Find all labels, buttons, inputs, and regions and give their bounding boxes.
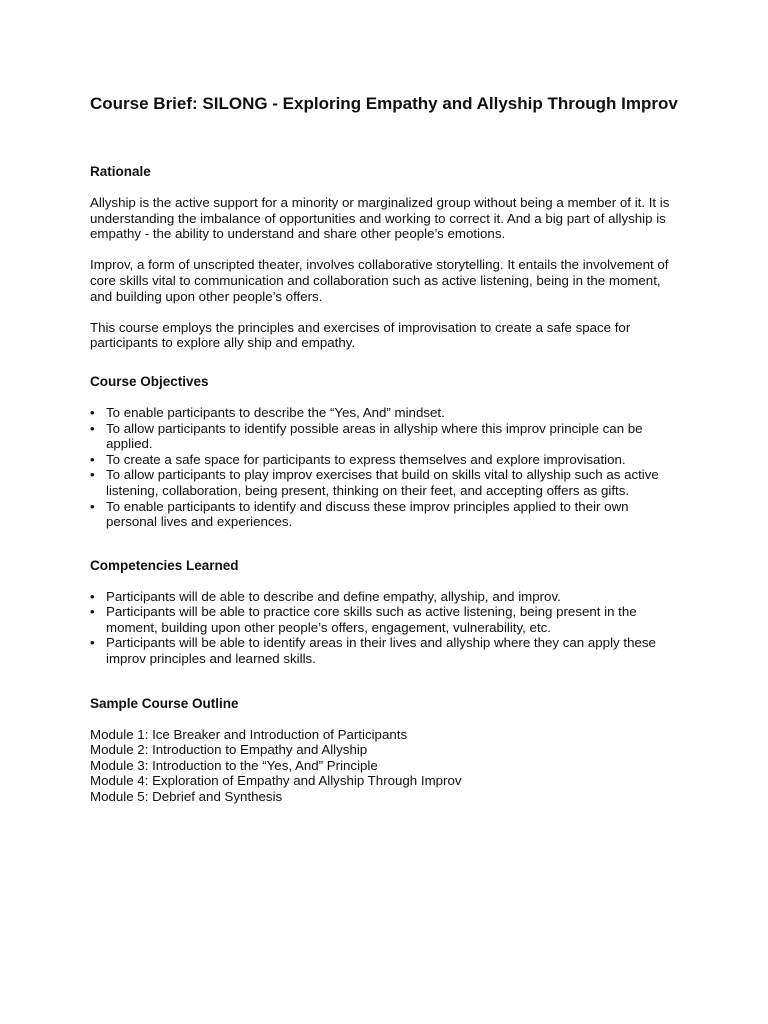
- list-item: [90, 499, 680, 530]
- bullet-icon: •: [90, 420, 95, 436]
- bullet-icon: •: [90, 467, 95, 483]
- list-item: [90, 604, 680, 635]
- module-item: Module 2: Introduction to Empathy and Allyship: [90, 742, 368, 758]
- list-item-text: To allow participants to identify possible areas in allyship where this improv principle can be applied.: [106, 420, 643, 452]
- document-page: [90, 92, 680, 827]
- list-item: [90, 452, 680, 468]
- outline-section: [90, 695, 680, 805]
- bullet-icon: •: [90, 451, 95, 467]
- list-item-text: Participants will be able to practice core skills such as active listening, being present in the moment, building upon other people’s offers, engagement, vulnerability, etc.: [106, 604, 637, 635]
- bullet-icon: •: [90, 604, 95, 620]
- module-item: Module 1: Ice Breaker and Introduction of Participants: [90, 726, 408, 742]
- objectives-section: [90, 373, 680, 530]
- module-item: Module 5: Debrief and Synthesis: [90, 789, 283, 805]
- rationale-paragraph: Allyship is the active support for a minority or marginalized group without being a member of it. It is understanding the imbalance of opportunities and working to correct it. And a big part of allyship is empathy - the ability to understand and share other people’s emotions.: [90, 195, 670, 242]
- list-item-text: Participants will de able to describe and define empathy, allyship, and improv.: [106, 588, 561, 604]
- list-item: [90, 405, 680, 421]
- rationale-paragraph: Improv, a form of unscripted theater, involves collaborative storytelling. It entails the involvement of core skills vital to communication and collaboration such as active listening, being in the moment, and building upon other people’s offers.: [90, 257, 669, 304]
- rationale-paragraph: This course employs the principles and exercises of improvisation to create a safe space for participants to explore ally ship and empathy.: [90, 319, 631, 351]
- bullet-icon: •: [90, 498, 95, 514]
- competencies-heading: Competencies Learned: [90, 557, 239, 573]
- bullet-icon: •: [90, 404, 95, 420]
- list-item: [90, 635, 680, 666]
- competencies-list: [90, 589, 680, 667]
- bullet-icon: •: [90, 635, 95, 651]
- objectives-list: [90, 405, 680, 530]
- document-title: Course Brief: SILONG - Exploring Empathy and Allyship Through Improv: [90, 94, 678, 113]
- objectives-heading: Course Objectives: [90, 373, 209, 389]
- module-item: Module 4: Exploration of Empathy and Allyship Through Improv: [90, 773, 462, 789]
- list-item-text: To create a safe space for participants to express themselves and explore improvisation.: [106, 451, 626, 467]
- list-item: [90, 467, 680, 498]
- rationale-section: [90, 163, 680, 351]
- module-item: Module 3: Introduction to the “Yes, And” Principle: [90, 757, 378, 773]
- list-item: [90, 421, 680, 452]
- bullet-icon: •: [90, 588, 95, 604]
- outline-heading: Sample Course Outline: [90, 695, 239, 711]
- list-item: [90, 589, 680, 605]
- list-item-text: To allow participants to play improv exercises that build on skills vital to allyship such as active listening, collaboration, being present, thinking on their feet, and accepting offers as gifts.: [106, 467, 659, 498]
- rationale-heading: Rationale: [90, 164, 151, 179]
- list-item-text: Participants will be able to identify areas in their lives and allyship where they can apply these improv principles and learned skills.: [106, 635, 656, 667]
- competencies-section: [90, 557, 680, 667]
- list-item-text: To enable participants to describe the “Yes, And” mindset.: [106, 404, 445, 420]
- list-item-text: To enable participants to identify and discuss these improv principles applied to their own personal lives and experiences.: [106, 498, 629, 530]
